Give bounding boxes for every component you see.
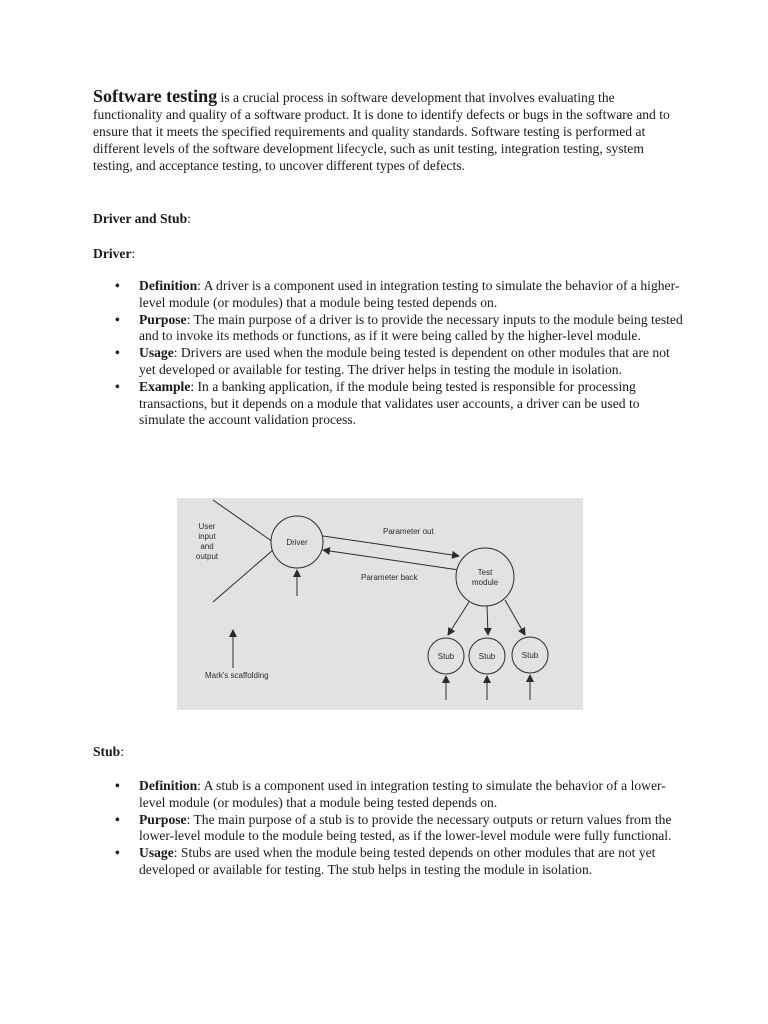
driver-usage-item bbox=[93, 345, 683, 379]
to-stub-2-arrow bbox=[487, 606, 488, 635]
stub-heading-suffix: : bbox=[120, 744, 124, 759]
item-term: Purpose bbox=[139, 811, 187, 827]
item-text: : The main purpose of a driver is to provide the necessary inputs to the module being tested and to invoke its methods or functions, as if it were being called by the higher-level module. bbox=[139, 311, 683, 344]
driver-heading-term: Driver bbox=[93, 246, 132, 261]
driver-stub-diagram bbox=[177, 498, 583, 710]
user-io-label-line-3: and bbox=[200, 542, 214, 551]
bullet-icon: • bbox=[115, 345, 120, 361]
stub-definition-item bbox=[93, 778, 683, 812]
item-text: : Drivers are used when the module being tested is dependent on other modules that are not yet developed or available for testing. The driver helps in testing the module in isolation. bbox=[139, 345, 670, 377]
driver-and-stub-heading bbox=[93, 210, 191, 227]
item-text: : The main purpose of a stub is to provide the necessary outputs or return values from the lower-level module to the module being tested, as if the lower-level module were fully functional. bbox=[139, 811, 672, 844]
bullet-icon: • bbox=[115, 311, 120, 327]
item-term: Purpose bbox=[139, 311, 187, 327]
item-term: Usage bbox=[139, 845, 174, 861]
parameter-out-label: Parameter out bbox=[383, 527, 434, 536]
to-stub-3-arrow bbox=[505, 600, 525, 635]
stub-node-1-label: Stub bbox=[437, 652, 455, 661]
driver-and-stub-heading-term: Driver and Stub bbox=[93, 211, 188, 226]
item-term: Definition bbox=[139, 778, 198, 793]
user-io-line-upper bbox=[213, 500, 273, 542]
diagram-svg bbox=[177, 498, 583, 710]
intro-term: Software testing bbox=[93, 86, 218, 106]
bullet-icon: • bbox=[115, 278, 120, 293]
user-io-label-line-4: output bbox=[195, 552, 219, 561]
bullet-icon: • bbox=[115, 811, 120, 827]
stub-heading-term: Stub bbox=[93, 744, 121, 759]
stub-heading bbox=[93, 743, 124, 760]
item-text: : Stubs are used when the module being tested depends on other modules that are not yet developed or available for testing. The stub helps in testing the module in isolation. bbox=[139, 845, 656, 877]
item-term: Example bbox=[139, 378, 191, 394]
driver-purpose-item bbox=[93, 312, 683, 346]
test-module-label-line-1: Test bbox=[477, 568, 493, 577]
intro-paragraph bbox=[93, 88, 683, 174]
bullet-icon: • bbox=[115, 845, 120, 861]
driver-heading bbox=[93, 245, 135, 262]
driver-node-label: Driver bbox=[286, 538, 308, 547]
user-io-label-line-2: input bbox=[198, 532, 216, 541]
stub-node-3-label: Stub bbox=[521, 651, 539, 660]
document-page bbox=[93, 86, 683, 877]
item-term: Usage bbox=[139, 345, 174, 361]
test-module-label-line-2: module bbox=[471, 578, 499, 587]
parameter-back-label: Parameter back bbox=[361, 573, 418, 582]
driver-definition-item bbox=[93, 278, 683, 312]
user-io-label-line-1: User bbox=[198, 522, 216, 531]
driver-heading-suffix: : bbox=[131, 246, 136, 261]
driver-list bbox=[93, 278, 683, 429]
item-text: : A driver is a component used in integration testing to simulate the behavior of a higher-level module (or modules) that a module being tested depends on. bbox=[139, 278, 680, 310]
scaffolding-label: Mark's scaffolding bbox=[205, 671, 269, 680]
user-io-line-lower bbox=[213, 550, 273, 602]
stub-list bbox=[93, 778, 683, 879]
stub-purpose-item bbox=[93, 812, 683, 846]
stub-usage-item bbox=[93, 845, 683, 879]
to-stub-1-arrow bbox=[448, 602, 469, 635]
test-module-node bbox=[456, 548, 514, 606]
item-text: : In a banking application, if the module being tested is responsible for processing transactions, but it depends on a module that validates user accounts, a driver can be used to simulate the account validation process. bbox=[139, 378, 640, 428]
intro-text: is a crucial process in software development that involves evaluating the functionality and quality of a software product. It is done to identify defects or bugs in the software and to ensure that it meets the specified requirements and quality standards. Software testing is performed at different levels of the software development lifecycle, such as unit testing, integration testing, system testing, and acceptance testing, to uncover different types of defects. bbox=[93, 90, 670, 173]
stub-node-2-label: Stub bbox=[478, 652, 496, 661]
item-term: Definition bbox=[139, 278, 198, 293]
bullet-icon: • bbox=[115, 778, 120, 793]
driver-and-stub-heading-suffix: : bbox=[187, 211, 191, 226]
item-text: : A stub is a component used in integration testing to simulate the behavior of a lower-level module (or modules) that a module being tested depends on. bbox=[139, 778, 666, 810]
bullet-icon: • bbox=[115, 378, 120, 394]
driver-example-item bbox=[93, 379, 683, 429]
